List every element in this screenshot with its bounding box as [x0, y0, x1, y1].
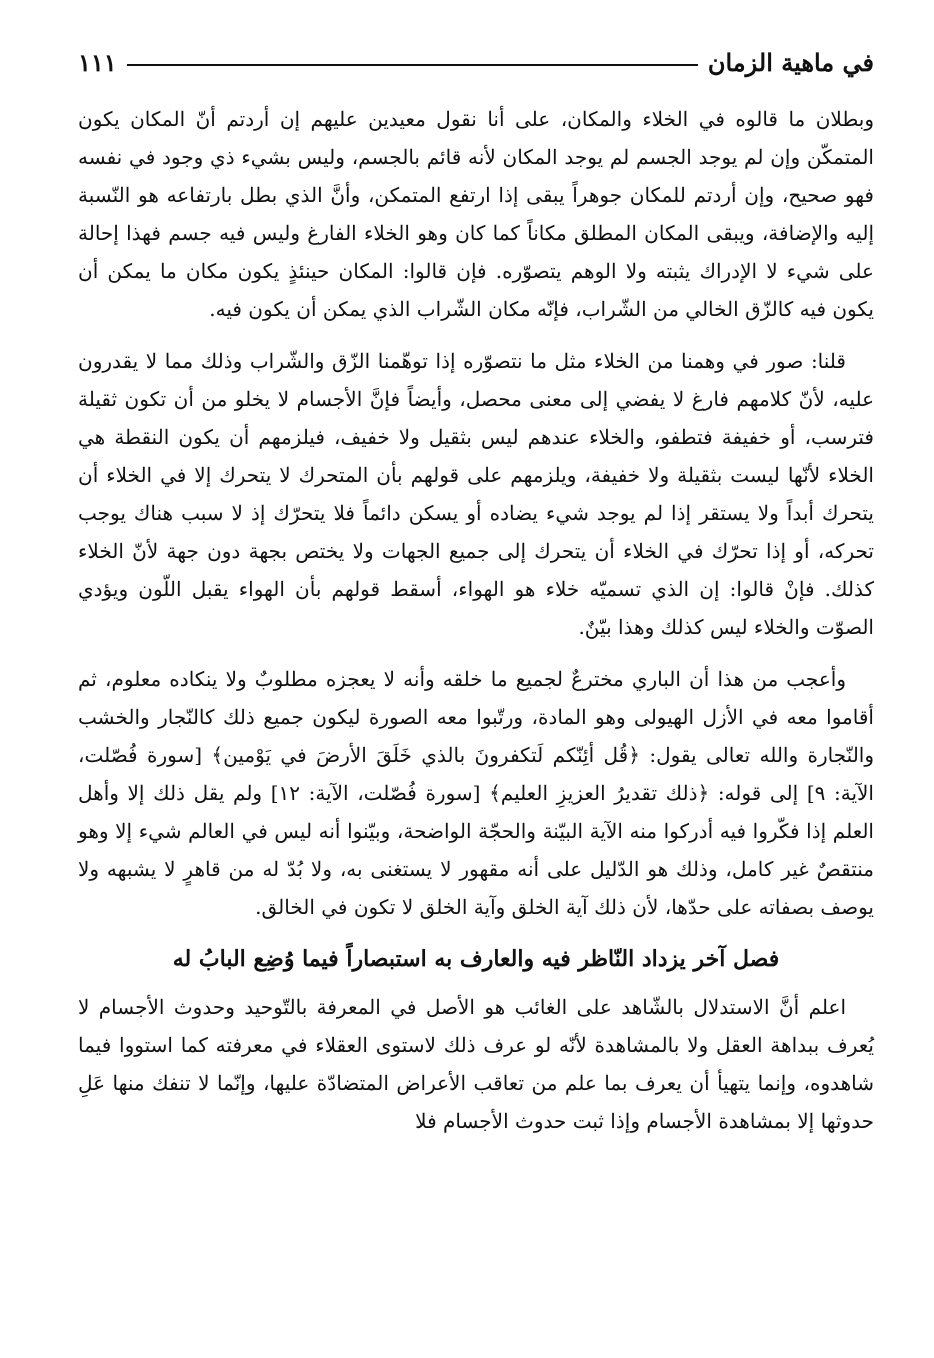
page-number: ١١١ — [78, 47, 117, 77]
paragraph-3: وأعجب من هذا أن الباري مخترعٌ لجميع ما خلقه وأنه لا يعجزه مطلوبٌ ولا ينكاده معلوم، ثم أقاموا معه في الأزل الهيولى وهو المادة، ورتّبوا معه الصورة ليكون جميع ذلك كالنّجار والخشب والنّجارة والله تعالى يقول: ﴿قُل أئِنّكم لَتكفرونَ بالذي خَلَقَ الأرضَ في يَوْمين﴾ [سورة فُصّلت، الآية: ٩] إلى قوله: ﴿ذلك تقديرُ العزيزِ العليم﴾ [سورة فُصّلت، الآية: ١٢] ولم يقل ذلك إلا وأهل العلم إذا فكّروا فيه أدركوا منه الآية البيّنة والحجّة الواضحة، وبيّنوا أنه ليس في العالم شيء إلا وهو منتقصٌ غير كامل، وذلك هو الدّليل على أنه مقهور لا يستغنى به، ولا بُدّ له من قاهرٍ لا يشبهه ولا يوصف بصفاته على حدّها، لأن ذلك آية الخلق وآية الخلق لا تكون في الخالق. — [78, 667, 874, 919]
paragraph-1: وبطلان ما قالوه في الخلاء والمكان، على أنا نقول معيدين عليهم إن أردتم أنّ المكان يكون المتمكّن وإن لم يوجد الجسم لم يوجد المكان لأنه قائم بالجسم، وليس بشيء ذي وجود في نفسه فهو صحيح، وإن أردتم للمكان جوهراً يبقى إذا ارتفع المتمكن، وأنَّ الذي بطل بارتفاعه هو النّسبة إليه والإضافة، ويبقى المكان المطلق مكاناً كما كان وهو الخلاء الفارغ وليس فيه جسم فهذا إحالة على شيء لا الإدراك يثبته ولا الوهم يتصوّره. فإن قالوا: المكان حينئذٍ يكون مكان ما يمكن أن يكون فيه كالزّق الخالي من الشّراب، فإنّه مكان الشّراب الذي يمكن أن يكون فيه. — [78, 107, 874, 321]
chapter-title: في ماهية الزمان — [707, 47, 874, 77]
header-rule — [127, 64, 698, 66]
body-text — [78, 100, 874, 1154]
paragraph-2: قلنا: صور في وهمنا من الخلاء مثل ما نتصوّره إذا توهّمنا الزّق والشّراب وذلك مما لا يقدرون عليه، لأنّ كلامهم فارغ لا يفضي إلى معنى محصل، وأيضاً فإنَّ الأجسام لا يخلو من أن تكون ثقيلة فترسب، أو خفيفة فتطفو، والخلاء عندهم ليس بثقيل ولا خفيف، فيلزمهم أن يكون النقطة هي الخلاء لأنّها ليست بثقيلة ولا خفيفة، ويلزمهم على قولهم بأن المتحرك لا يتحرك إلا في الخلاء أن يتحرك أبداً ولا يستقر إذا لم يوجد شيء يضاده أو يسكن دائماً فلا يتحرّك إذ لا سبب هناك يوجب تحركه، أو إذا تحرّك في الخلاء أن يتحرك إلى جميع الجهات ولا يختص بجهة دون جهة لأنّ الخلاء كذلك. فإنْ قالوا: إن الذي تسميّه خلاء هو الهواء، أسقط قولهم بأن الهواء يقبل اللّون ويؤدي الصوّت والخلاء ليس كذلك وهذا بيّنٌ. — [78, 349, 874, 639]
section-heading: فصل آخر يزداد النّاظر فيه والعارف به استبصاراً فيما وُضِع البابُ له — [172, 946, 780, 972]
running-header — [78, 40, 874, 84]
paragraph-4: اعلم أنَّ الاستدلال بالشّاهد على الغائب هو الأصل في المعرفة بالتّوحيد وحدوث الأجسام لا يُعرف ببداهة العقل ولا بالمشاهدة لأنّه لو عرف ذلك لاستوى العقلاء في معرفته كما استووا فيما شاهدوه، وإنما يتهيأ أن يعرف بما علم من تعاقب الأعراض المتضادّة عليها، وإنّما لا تنفك منها عَلِ حدوثها إلا بمشاهدة الأجسام وإذا ثبت حدوث الأجسام فلا — [78, 995, 874, 1133]
